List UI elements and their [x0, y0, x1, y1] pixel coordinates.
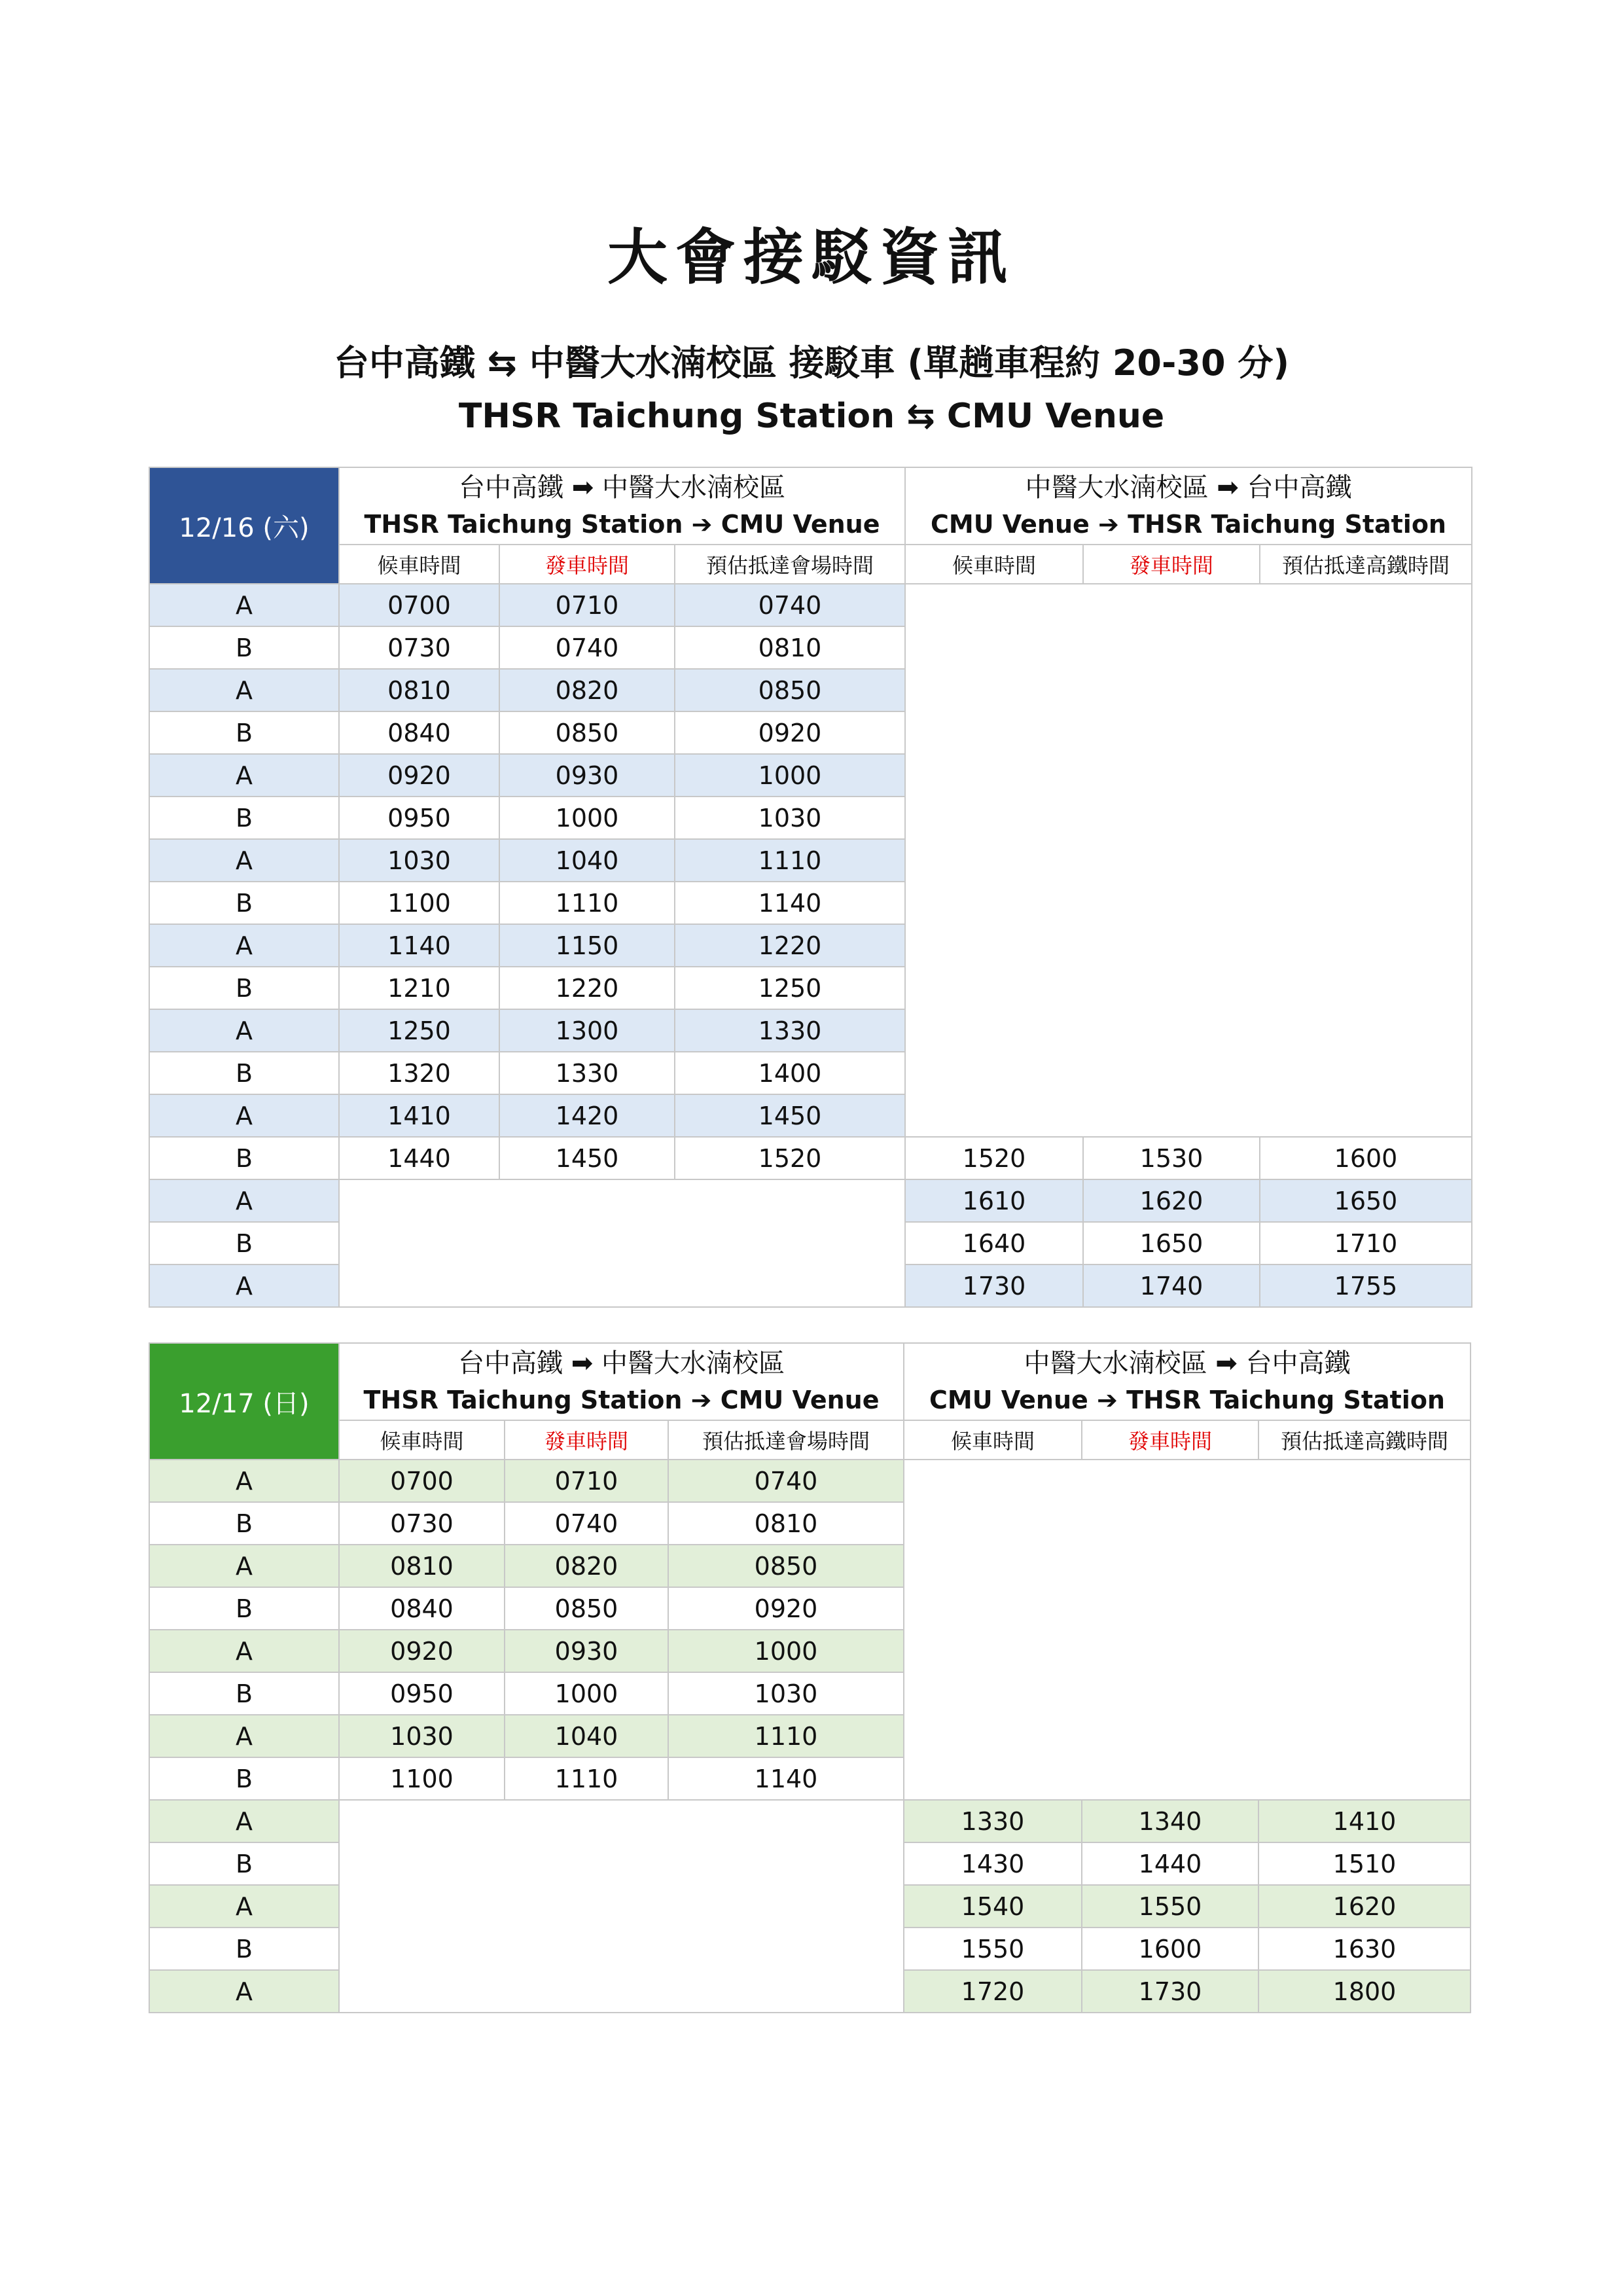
column-header-departure-time: 發車時間: [1082, 1420, 1258, 1460]
outbound-arrival-time: 0810: [668, 1502, 904, 1545]
bus-label: A: [149, 1545, 339, 1587]
column-header-wait-time: 候車時間: [904, 1420, 1082, 1460]
return-direction-header: [905, 467, 1472, 545]
column-header-arrive-thsr: 預估抵達高鐵時間: [1260, 545, 1472, 584]
outbound-arrival-time: 1110: [668, 1715, 904, 1757]
bus-label: A: [149, 1094, 339, 1137]
return-arrival-time: 1410: [1258, 1800, 1471, 1842]
bus-label: B: [149, 797, 339, 839]
outbound-arrival-time: 1000: [675, 754, 905, 797]
table-row: [149, 1460, 1471, 1502]
outbound-wait-time: 1030: [339, 839, 499, 882]
route-subtitle-zh: 台中高鐵 ⇆ 中醫大水湳校區 接駁車 (單趟車程約 20-30 分): [333, 342, 1290, 384]
bus-label: A: [149, 584, 339, 626]
outbound-departure-time: 1330: [499, 1052, 675, 1094]
bus-label: B: [149, 1222, 339, 1265]
outbound-departure-time: 0930: [499, 754, 675, 797]
return-wait-time: 1610: [905, 1179, 1083, 1222]
bus-label: A: [149, 1179, 339, 1222]
outbound-wait-time: 0730: [339, 1502, 505, 1545]
outbound-wait-time: 0730: [339, 626, 499, 669]
outbound-departure-time: 0710: [505, 1460, 668, 1502]
outbound-empty-cell: [339, 1800, 904, 2013]
column-header-wait-time: 候車時間: [339, 545, 499, 584]
outbound-departure-time: 1000: [505, 1672, 668, 1715]
outbound-arrival-time: 0920: [668, 1587, 904, 1630]
schedule-date: 12/16 (六): [149, 467, 339, 584]
outbound-direction-header: [339, 1343, 904, 1420]
outbound-departure-time: 1110: [505, 1757, 668, 1800]
bus-label: A: [149, 924, 339, 967]
outbound-departure-time: 1450: [499, 1137, 675, 1179]
column-header-arrive-thsr: 預估抵達高鐵時間: [1258, 1420, 1471, 1460]
outbound-arrival-time: 1140: [675, 882, 905, 924]
table-row: [149, 1800, 1471, 1842]
bus-label: B: [149, 1842, 339, 1885]
return-arrival-time: 1600: [1260, 1137, 1472, 1179]
bus-label: B: [149, 1052, 339, 1094]
bus-label: A: [149, 1460, 339, 1502]
return-arrival-time: 1630: [1258, 1928, 1471, 1970]
return-arrival-time: 1510: [1258, 1842, 1471, 1885]
return-departure-time: 1620: [1083, 1179, 1260, 1222]
return-direction-header: [904, 1343, 1471, 1420]
outbound-arrival-time: 0920: [675, 711, 905, 754]
outbound-departure-time: 1110: [499, 882, 675, 924]
outbound-direction-en: THSR Taichung Station ➔ CMU Venue: [363, 1386, 880, 1414]
return-departure-time: 1650: [1083, 1222, 1260, 1265]
column-header-departure-time: 發車時間: [505, 1420, 668, 1460]
return-arrival-time: 1800: [1258, 1970, 1471, 2013]
outbound-arrival-time: 1000: [668, 1630, 904, 1672]
bus-label: A: [149, 1715, 339, 1757]
column-header-departure-time: 發車時間: [499, 545, 675, 584]
outbound-departure-time: 1000: [499, 797, 675, 839]
return-departure-time: 1530: [1083, 1137, 1260, 1179]
outbound-wait-time: 0840: [339, 711, 499, 754]
outbound-departure-time: 0740: [499, 626, 675, 669]
outbound-arrival-time: 1330: [675, 1009, 905, 1052]
return-wait-time: 1550: [904, 1928, 1082, 1970]
outbound-wait-time: 0920: [339, 754, 499, 797]
outbound-departure-time: 1150: [499, 924, 675, 967]
column-header-wait-time: 候車時間: [905, 545, 1083, 584]
return-departure-time: 1740: [1083, 1265, 1260, 1307]
return-wait-time: 1540: [904, 1885, 1082, 1928]
bus-label: B: [149, 711, 339, 754]
return-departure-time: 1340: [1082, 1800, 1258, 1842]
page-title: 大會接駁資訊: [607, 223, 1016, 293]
return-wait-time: 1330: [904, 1800, 1082, 1842]
outbound-wait-time: 1410: [339, 1094, 499, 1137]
outbound-departure-time: 1040: [499, 839, 675, 882]
bus-label: A: [149, 1265, 339, 1307]
outbound-wait-time: 1440: [339, 1137, 499, 1179]
route-subtitle-en: THSR Taichung Station ⇆ CMU Venue: [458, 397, 1165, 436]
outbound-wait-time: 0810: [339, 1545, 505, 1587]
outbound-arrival-time: 1030: [668, 1672, 904, 1715]
bus-label: B: [149, 1672, 339, 1715]
outbound-arrival-time: 1250: [675, 967, 905, 1009]
return-direction-zh: 中醫大水湳校區 ➡ 台中高鐵: [1025, 473, 1352, 503]
outbound-wait-time: 0950: [339, 797, 499, 839]
column-header-wait-time: 候車時間: [339, 1420, 505, 1460]
table-row: [149, 584, 1472, 626]
outbound-wait-time: 1210: [339, 967, 499, 1009]
outbound-arrival-time: 0740: [675, 584, 905, 626]
return-wait-time: 1430: [904, 1842, 1082, 1885]
bus-label: B: [149, 1137, 339, 1179]
outbound-direction-header: [339, 467, 905, 545]
return-direction-zh: 中醫大水湳校區 ➡ 台中高鐵: [1024, 1348, 1351, 1378]
bus-label: B: [149, 1502, 339, 1545]
outbound-departure-time: 0740: [505, 1502, 668, 1545]
return-departure-time: 1440: [1082, 1842, 1258, 1885]
return-wait-time: 1720: [904, 1970, 1082, 2013]
outbound-wait-time: 1140: [339, 924, 499, 967]
bus-label: B: [149, 1757, 339, 1800]
bus-label: A: [149, 839, 339, 882]
outbound-wait-time: 1250: [339, 1009, 499, 1052]
outbound-wait-time: 0950: [339, 1672, 505, 1715]
return-wait-time: 1520: [905, 1137, 1083, 1179]
return-departure-time: 1730: [1082, 1970, 1258, 2013]
bus-label: A: [149, 1009, 339, 1052]
bus-label: A: [149, 1800, 339, 1842]
outbound-departure-time: 1300: [499, 1009, 675, 1052]
outbound-arrival-time: 1140: [668, 1757, 904, 1800]
return-wait-time: 1640: [905, 1222, 1083, 1265]
return-departure-time: 1550: [1082, 1885, 1258, 1928]
schedule-table-dec17: [149, 1342, 1471, 2013]
bus-label: B: [149, 1928, 339, 1970]
schedule-date: 12/17 (日): [149, 1343, 339, 1460]
outbound-arrival-time: 0740: [668, 1460, 904, 1502]
outbound-direction-zh: 台中高鐵 ➡ 中醫大水湳校區: [459, 473, 785, 503]
outbound-wait-time: 1100: [339, 882, 499, 924]
outbound-departure-time: 0850: [499, 711, 675, 754]
outbound-departure-time: 0710: [499, 584, 675, 626]
column-header-arrive-venue: 預估抵達會場時間: [675, 545, 905, 584]
outbound-wait-time: 1030: [339, 1715, 505, 1757]
outbound-departure-time: 0820: [499, 669, 675, 711]
bus-label: B: [149, 967, 339, 1009]
outbound-arrival-time: 1220: [675, 924, 905, 967]
outbound-arrival-time: 1110: [675, 839, 905, 882]
return-arrival-time: 1710: [1260, 1222, 1472, 1265]
table-row: [149, 1137, 1472, 1179]
outbound-wait-time: 0810: [339, 669, 499, 711]
outbound-arrival-time: 0850: [668, 1545, 904, 1587]
outbound-arrival-time: 1520: [675, 1137, 905, 1179]
return-direction-en: CMU Venue ➔ THSR Taichung Station: [931, 510, 1446, 539]
outbound-arrival-time: 0810: [675, 626, 905, 669]
return-arrival-time: 1755: [1260, 1265, 1472, 1307]
outbound-wait-time: 1320: [339, 1052, 499, 1094]
return-empty-cell: [904, 1460, 1471, 1800]
outbound-arrival-time: 1400: [675, 1052, 905, 1094]
table-row: [149, 1179, 1472, 1222]
outbound-empty-cell: [339, 1179, 905, 1307]
schedule-table-dec16: [149, 467, 1472, 1308]
outbound-wait-time: 1100: [339, 1757, 505, 1800]
outbound-arrival-time: 1450: [675, 1094, 905, 1137]
bus-label: A: [149, 669, 339, 711]
outbound-departure-time: 0930: [505, 1630, 668, 1672]
outbound-wait-time: 0700: [339, 1460, 505, 1502]
bus-label: B: [149, 626, 339, 669]
column-header-departure-time: 發車時間: [1083, 545, 1260, 584]
outbound-wait-time: 0840: [339, 1587, 505, 1630]
outbound-departure-time: 0850: [505, 1587, 668, 1630]
bus-label: A: [149, 754, 339, 797]
outbound-departure-time: 1040: [505, 1715, 668, 1757]
bus-label: B: [149, 1587, 339, 1630]
return-arrival-time: 1650: [1260, 1179, 1472, 1222]
return-arrival-time: 1620: [1258, 1885, 1471, 1928]
outbound-departure-time: 1420: [499, 1094, 675, 1137]
outbound-arrival-time: 1030: [675, 797, 905, 839]
bus-label: A: [149, 1630, 339, 1672]
return-empty-cell: [905, 584, 1472, 1137]
outbound-direction-zh: 台中高鐵 ➡ 中醫大水湳校區: [458, 1348, 785, 1378]
outbound-wait-time: 0920: [339, 1630, 505, 1672]
bus-label: A: [149, 1970, 339, 2013]
return-departure-time: 1600: [1082, 1928, 1258, 1970]
outbound-arrival-time: 0850: [675, 669, 905, 711]
outbound-direction-en: THSR Taichung Station ➔ CMU Venue: [364, 510, 880, 539]
outbound-departure-time: 1220: [499, 967, 675, 1009]
outbound-wait-time: 0700: [339, 584, 499, 626]
bus-label: A: [149, 1885, 339, 1928]
outbound-departure-time: 0820: [505, 1545, 668, 1587]
bus-label: B: [149, 882, 339, 924]
return-direction-en: CMU Venue ➔ THSR Taichung Station: [929, 1386, 1445, 1414]
column-header-arrive-venue: 預估抵達會場時間: [668, 1420, 904, 1460]
return-wait-time: 1730: [905, 1265, 1083, 1307]
